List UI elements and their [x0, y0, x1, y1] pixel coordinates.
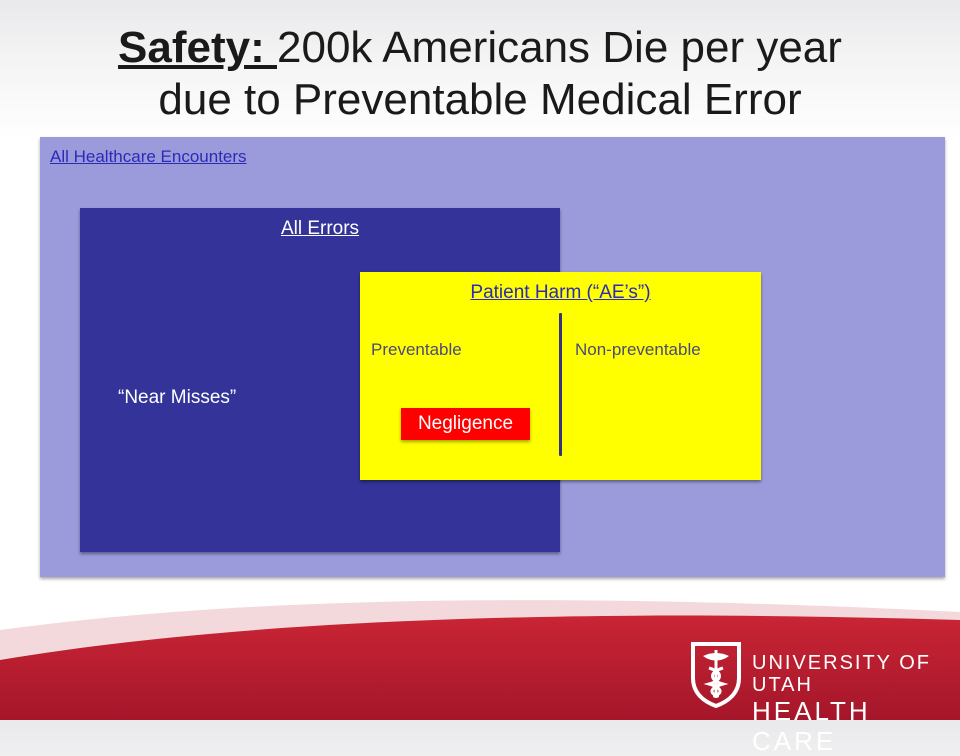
near-misses-label: “Near Misses”	[118, 387, 237, 408]
university-logo-text	[752, 652, 960, 756]
harm-divider-line	[559, 313, 562, 456]
logo-line-2: HEALTH CARE	[752, 696, 871, 756]
all-encounters-label: All Healthcare Encounters	[50, 147, 247, 166]
patient-harm-label: Patient Harm (“AE’s”)	[470, 282, 651, 303]
non-preventable-label: Non-preventable	[575, 340, 701, 359]
logo-line-1: UNIVERSITY OF UTAH	[752, 652, 931, 696]
caduceus-shield-icon	[689, 640, 743, 708]
title-line-1	[0, 22, 960, 74]
all-errors-label: All Errors	[280, 218, 360, 239]
title-strong: Safety:	[118, 23, 277, 72]
slide-title	[0, 22, 960, 126]
preventable-label: Preventable	[371, 340, 462, 359]
negligence-box: Negligence	[401, 408, 530, 440]
title-rest: 200k Americans Die per year	[277, 23, 842, 72]
title-line-2: due to Preventable Medical Error	[158, 75, 802, 124]
